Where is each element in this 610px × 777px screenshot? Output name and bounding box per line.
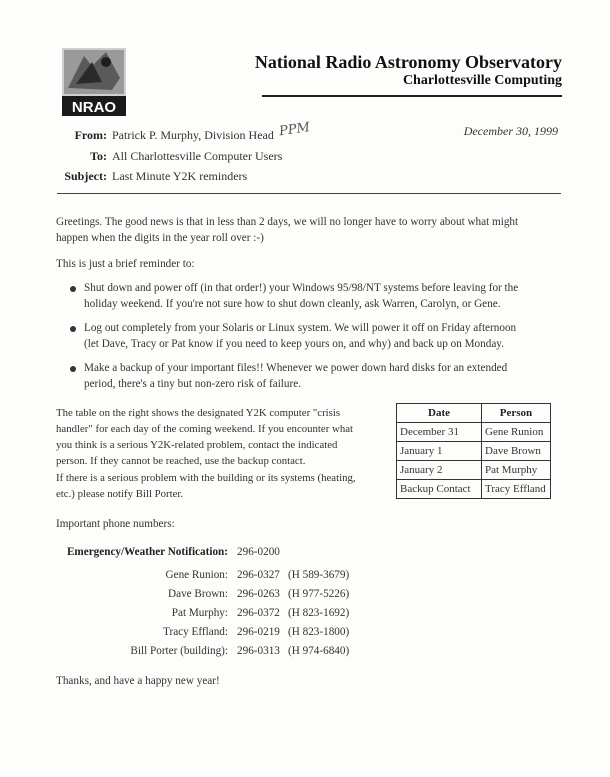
cell-person: Tracy Effland — [482, 480, 551, 499]
table-paragraph — [56, 405, 353, 469]
nrao-logo — [62, 48, 126, 116]
logo-text: NRAO — [71, 99, 117, 116]
header-divider — [57, 193, 561, 194]
cell-date: January 2 — [397, 461, 482, 480]
phone-name-dave: Dave Brown: — [168, 588, 228, 600]
bullet-dot-3 — [70, 366, 76, 372]
cell-person: Pat Murphy — [482, 461, 551, 480]
phone-name-tracy: Tracy Effland: — [163, 626, 228, 638]
header-rule — [262, 95, 562, 97]
memo-date: December 30, 1999 — [463, 124, 558, 138]
table-para-line-3: you think is a serious Y2K-related problem, contact the indicated — [56, 439, 338, 451]
bullet-item-2 — [84, 320, 564, 352]
building-paragraph — [56, 470, 356, 502]
subject-label: Subject: — [64, 169, 107, 183]
bullet-item-1 — [84, 280, 564, 312]
phone-name-pat: Pat Murphy: — [171, 607, 228, 619]
from-label: From: — [74, 128, 107, 142]
table-row — [397, 423, 551, 442]
cell-date: January 1 — [397, 442, 482, 461]
table-row — [397, 461, 551, 480]
bullet-1-line-1: Shut down and power off (in that order!) your Windows 95/98/NT systems before leaving for the — [84, 282, 519, 294]
bullet-dot-2 — [70, 326, 76, 332]
table-para-line-4: person. If they cannot be reached, use the backup contact. — [56, 455, 306, 467]
intro-text: This is just a brief reminder to: — [56, 258, 195, 270]
phone-name-bill: Bill Porter (building): — [130, 645, 228, 657]
table-para-line-2: handler" for each day of the coming weekend. If you encounter what — [56, 423, 354, 435]
emergency-number: 296-0200 — [237, 546, 280, 558]
phone-number-gene: 296-0327 — [237, 569, 280, 581]
building-line-1: If there is a serious problem with the building or its systems (heating, — [56, 472, 356, 484]
cell-person: Gene Runion — [482, 423, 551, 442]
cell-date: December 31 — [397, 423, 482, 442]
phone-name-gene: Gene Runion: — [165, 569, 228, 581]
bullet-3-line-2: period, there's a tiny but non-zero risk of failure. — [84, 378, 301, 390]
cell-date: Backup Contact — [397, 480, 482, 499]
to-value: All Charlottesville Computer Users — [112, 149, 283, 163]
table-row — [397, 442, 551, 461]
building-line-2: etc.) please notify Bill Porter. — [56, 488, 184, 500]
bullet-item-3 — [84, 360, 564, 392]
division-title: Charlottesville Computing — [402, 73, 562, 88]
phone-home-bill: (H 974-6840) — [288, 645, 350, 657]
initials-signature — [279, 119, 313, 144]
phone-home-dave: (H 977-5226) — [288, 588, 350, 600]
column-header-person: Person — [482, 404, 551, 423]
schedule-table — [396, 403, 551, 499]
phone-home-pat: (H 823-1692) — [288, 607, 350, 619]
greeting-line-1: Greetings. The good news is that in less than 2 days, we will no longer have to worry about what might — [56, 216, 519, 228]
phone-number-bill: 296-0313 — [237, 645, 280, 657]
bullet-2-line-1: Log out completely from your Solaris or Linux system. We will power it off on Friday afternoon — [84, 322, 517, 334]
org-title: National Radio Astronomy Observatory — [254, 52, 562, 72]
bullet-3-line-1: Make a backup of your important files!! Whenever we power down hard disks for an extended — [84, 362, 508, 374]
phone-home-gene: (H 589-3679) — [288, 569, 350, 581]
bullet-2-line-2: (let Dave, Tracy or Pat know if you need to keep yours on, and why) and back up on Monday. — [84, 338, 504, 350]
phone-number-tracy: 296-0219 — [237, 626, 280, 638]
greeting-line-2: happen when the digits in the year roll over :-) — [56, 232, 264, 244]
table-row — [397, 480, 551, 499]
phone-number-dave: 296-0263 — [237, 588, 280, 600]
to-label: To: — [90, 149, 107, 163]
closing-text: Thanks, and have a happy new year! — [56, 675, 220, 687]
bullet-dot-1 — [70, 286, 76, 292]
phones-heading: Important phone numbers: — [56, 518, 175, 530]
subject-value: Last Minute Y2K reminders — [112, 169, 248, 183]
bullet-1-line-2: holiday weekend. If you're not sure how to shut down cleanly, ask Warren, Carolyn, or Gene. — [84, 298, 501, 310]
table-header-row — [397, 404, 551, 423]
column-header-date: Date — [397, 404, 482, 423]
phone-home-tracy: (H 823-1800) — [288, 626, 350, 638]
from-value: Patrick P. Murphy, Division Head — [112, 128, 274, 142]
emergency-label: Emergency/Weather Notification: — [66, 546, 228, 558]
cell-person: Dave Brown — [482, 442, 551, 461]
phone-number-pat: 296-0372 — [237, 607, 280, 619]
initials-text: PPM — [279, 120, 311, 139]
table-para-line-1: The table on the right shows the designated Y2K computer "crisis — [56, 407, 341, 419]
